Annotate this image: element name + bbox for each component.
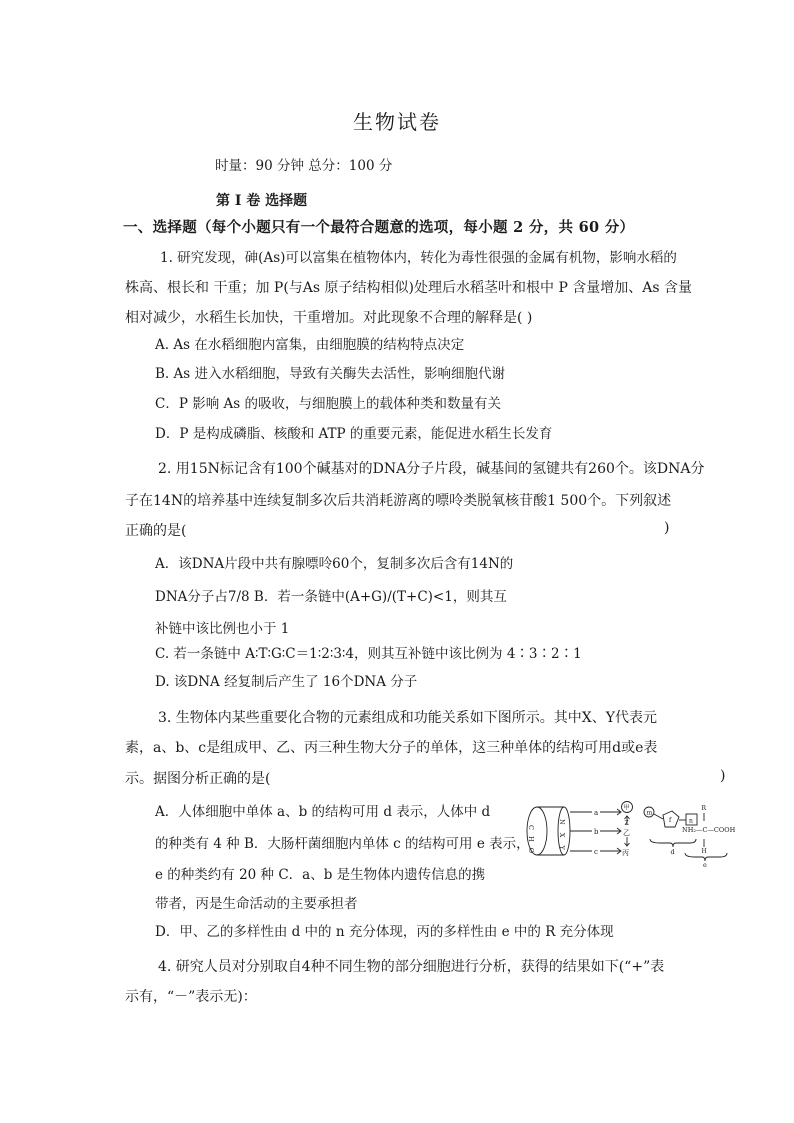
- diagram-xy-label: N X Y: [558, 819, 566, 853]
- diagram-monomer-c: c: [594, 848, 598, 856]
- diagram-e-label: e: [703, 861, 707, 869]
- q2-option-d: D. 该DNA 经复制后产生了 16个DNA 分子: [155, 674, 418, 690]
- q1-line-2: 株高、根长和 干重；加 P(与As 原子结构相似)处理后水稻茎叶和根中 P 含量增加、As 含量: [125, 280, 693, 296]
- diagram-d-n: n: [689, 817, 693, 825]
- q3-option-a: A．人体细胞中单体 a、b 的结构可用 d 表示，人体中 d: [155, 804, 491, 820]
- q3-option-d: D．甲、乙的多样性由 d 中的 n 充分体现，丙的多样性由 e 中的 R 充分体现: [155, 924, 614, 940]
- q2-option-a-cont: DNA分子占7/8 B．若一条链中(A+G)/(T+C)<1，则其互: [155, 589, 507, 605]
- diagram-elements-label: C H O: [527, 825, 535, 856]
- part-heading: 第 I 卷 选择题: [216, 193, 308, 209]
- q2-line-3: 正确的是(: [125, 523, 187, 539]
- diagram-e-h: H: [701, 848, 707, 855]
- q2-option-a: A．该DNA片段中共有腺嘌呤60个，复制多次后含有14N的: [155, 556, 514, 572]
- page-title: 生物试卷: [353, 110, 441, 134]
- exam-meta: 时量：90 分钟 总分：100 分: [215, 158, 393, 174]
- diagram-monomer-b: b: [594, 828, 599, 836]
- diagram-e-r: R: [701, 805, 707, 812]
- q1-option-a: A. As 在水稻细胞内富集，由细胞膜的结构特点决定: [155, 337, 465, 353]
- diagram-monomer-a: a: [594, 809, 599, 817]
- q3-line-3: 示。据图分析正确的是(: [125, 771, 271, 787]
- q1-line-3: 相对减少，水稻生长加快，干重增加。对此现象不合理的解释是( ): [125, 310, 533, 326]
- q1-line-1: 1. 研究发现，砷(As)可以富集在植物体内，转化为毒性很强的金属有机物，影响水稻的: [160, 250, 677, 266]
- q1-option-b: B. As 进入水稻细胞，导致有关酶失去活性，影响细胞代谢: [155, 366, 505, 382]
- q3-line-3-end: ): [720, 768, 726, 784]
- q3-option-b: 的种类有 4 种 B．大肠杆菌细胞内单体 c 的结构可用 e 表示，: [155, 836, 530, 852]
- diagram-e-formula: NH₂—C—COOH: [682, 826, 735, 834]
- q1-option-d: D．P 是构成磷脂、核酸和 ATP 的重要元素，能促进水稻生长发育: [155, 426, 553, 442]
- q1-option-c: C．P 影响 As 的吸收，与细胞膜上的载体种类和数量有关: [155, 396, 501, 412]
- q2-option-c: C. 若一条链中 A∶T∶G∶C＝1∶2∶3∶4，则其互补链中该比例为 4∶3∶2∶1: [155, 646, 582, 662]
- q4-line-1: 4. 研究人员对分别取自4种不同生物的部分细胞进行分析，获得的结果如下(“+”表: [158, 959, 665, 975]
- diagram-d-m: m: [646, 809, 653, 817]
- diagram-macro-yi: 乙: [623, 829, 630, 837]
- q2-line-3-end: ): [664, 520, 670, 536]
- section-heading: 一、选择题（每个小题只有一个最符合题意的选项，每小题 2 分，共 60 分）: [123, 219, 635, 236]
- diagram-d-label: d: [670, 848, 675, 856]
- q3-line-2: 素，a、b、c是组成甲、乙、丙三种生物大分子的单体，这三种单体的结构可用d或e表: [125, 740, 658, 756]
- diagram-d-f: f: [669, 817, 672, 824]
- diagram-macro-jia: 甲: [623, 804, 630, 812]
- q3-option-c-cont: 带者，丙是生命活动的主要承担者: [155, 896, 358, 912]
- q2-line-2: 子在14N的培养基中连续复制多次后共消耗游离的嘌呤类脱氧核苷酸1 500个。下列叙述: [125, 493, 672, 509]
- q2-option-b-cont: 补链中该比例也小于 1: [155, 621, 290, 637]
- q3-option-c: e 的种类约有 20 种 C．a、b 是生物体内遗传信息的携: [155, 867, 486, 883]
- q3-line-1: 3. 生物体内某些重要化合物的元素组成和功能关系如下图所示。其中X、Y代表元: [158, 710, 658, 726]
- diagram-macro-bing: 丙: [622, 849, 629, 857]
- q4-line-2: 示有，“－”表示无)：: [125, 989, 257, 1005]
- diagram-z-label: Z: [624, 820, 629, 827]
- q2-line-1: 2. 用15N标记含有100个碱基对的DNA分子片段，碱基间的氢键共有260个。该DNA分: [158, 461, 705, 477]
- compound-relationship-diagram: [520, 795, 735, 870]
